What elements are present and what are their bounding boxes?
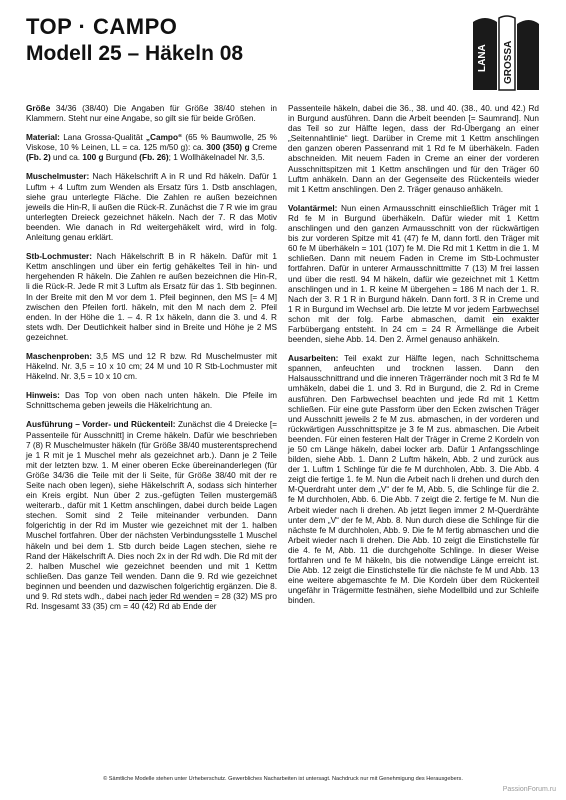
lana-grossa-logo [471,14,541,92]
section-passenteile [288,104,539,195]
section-groesse [26,104,277,124]
page-subtitle: Modell 25 – Häkeln 08 [26,42,244,65]
left-column [26,104,277,621]
text-ausfuehrung-underlined: nach jeder Rd wenden [129,592,212,602]
right-column [288,104,539,616]
heading-maschenproben: Maschenproben: [26,351,93,361]
text-material-4: und ca. [50,153,83,163]
heading-ausfuehrung: Ausführung – Vorder- und Rückenteil: [26,420,176,430]
text-muschelmuster: Nach Häkelschrift A in R und Rd häkeln. Dafür 1 Luftm + 4 Luftm zum Wenden als Ersatz fürs 1. Dstb anschlagen, siehe grau unterlegte Fläche. Die Zahlen re außen bezeichnen jeweils die Hin-R, li außen die Rück-R. Zunächst die 7 R wie im grau unterlegten Dreieck gezeichnet häkeln. Nach der 7. R das Motiv beenden. Wie danach in Rd weitergehäkelt wird, wird in folg. Anleitung genau erklärt. [26,172,277,243]
heading-groesse: Größe [26,104,51,113]
text-material-2: (65 % Baumwolle, 25 % Viskose, 10 % Leinen, LL = ca. 125 m/50 g): ca. [26,133,277,153]
text-hinweis: Das Top von oben nach unten häkeln. Die Pfeile im Schnittschema geben jeweils die Häkelrichtung an. [26,391,277,411]
color-creme: (Fb. 2) [26,153,51,163]
text-passenteile: Passenteile häkeln, dabei die 36., 38. und 40. (38., 40. und 42.) Rd in Burgund ausführen. Dann die Arbeit beenden [= Saumrand]. Nun das Teil so zur Hälfte legen, dass der Rd-Übergang an einer „Seitennahtlinie“ liegt. Darüber in Creme mit 1 Kettm anschlingen den ganzen oberen Passenrand mit 1 Rd fe M überhäkeln. Faden abschneiden. Mit neuem Faden in Creme an einer der vorderen Ausschnittspitzen mit 1 Kettm anschlingen und für den Träger 60 Luftm anhäkeln. Dann an der Gegenseite des Rückenteils wieder mit 1 Kettm anschlingen. Den 2. Träger genauso anhäkeln. [288,104,539,194]
text-ausarbeiten: Teil exakt zur Hälfte legen, nach Schnittschema spannen, anfeuchten und trocknen lassen. Dann den Halsausschnittrand und die inneren Trägerränder noch mit 3 Rd fe M umhäkeln, dabei die 1. und 3. Rd in Burgund, die 2. Rd in Creme ausführen. Den Farbwechsel beachten und jede Rd mit 1 Kettm schließen. Für eine gute Passform über den Ecken zwischen Träger und Ausschnitt jeweils 2 fe M zus. abmaschen, in der vorderen und rückwärtigen Ausschnittspitze je 3 fe M zus. abmaschen. Die Arbeit beenden. Für einen festeren Halt der Träger in Creme 2 Kordeln von je 50 cm Länge häkeln, dabei locker arb. Dafür 1 Anfangsschlinge bilden, siehe Abb. 1. Dann 2 Luftm häkeln, Abb. 2 und zurück aus der 1. Luftm 1 Schlinge für die fe M durchholen, Abb. 3. Die Abb. 4 zeigt die fertige 1. fe M. Nun die Arbeit nach li drehen und durch den M-Querdraht unter dem „V“ der fe M, Abb. 5, die Schlinge für die 2. fe M durchholen, Abb. 6. Die Abb. 7 zeigt die 2. fertige fe M. Nun die Arbeit wieder nach li drehen. Ab jetzt liegen immer 2 M-Querdrähte unter dem „V“ der fe M, Abb. 8. Nun durch diese die Schlinge für die nächste fe M durchholen, Abb. 9. Die fe M fertig abmaschen und die Arbeit wieder nach li drehen. Die Abb. 10 zeigt die Einstichstelle für die 4. fe M, Abb. 11 die durchgeholte Schlinge. In dieser Weise fortfahren und fe M häkeln, bis die notwendige Länge erreicht ist. Die Abb. 12 zeigt die Einstichstelle für die nächste fe M und Abb. 13 eine weitere abgemaschte fe M. Die Kordeln über dem Rückenteil ungefähr in Trägermitte festnähen, siehe Modellbild und zur Schleife binden. [288,354,539,606]
heading-material: Material: [26,133,60,143]
page-title: TOP · CAMPO [26,14,178,39]
heading-muschelmuster: Muschelmuster: [26,172,90,182]
text-groesse: 34/36 (38/40) Die Angaben für Größe 38/40 stehen in Klammern. Steht nur eine Angabe, so gilt sie für beide Größen. [26,104,277,124]
heading-hinweis: Hinweis: [26,391,60,401]
text-volantaermel-2: schon mit der folg. Farbe abmaschen, damit ein exakter Farbübergang entsteht. In 24 cm = 24 R Ärmellänge die Arbeit beenden, siehe Abb. 14. Den 2. Ärmel genauso anhäkeln. [288,314,539,345]
text-ausfuehrung-1: Zunächst die 4 Dreiecke [= Passenteile für Ausschnitt] in Creme häkeln. Dafür wie beschrieben 7 (8) R Muschelmuster häkeln (für Größe 38/40 musterentsprechend je 1 R mit je 1 Muschel mehr als gezeichnet arb.). Dann je 2 Teile mit der letzten bzw. 1. M einer oberen Ecke übereinanderlegen (für Größe 34/36 die Teile mit der li Seite, für Größe 38/40 mit der re Seite nach oben legen), siehe Häkelschrift A, sodass sich hinterher ein Kreis ergibt. Nun über 2 zus.-gefügten Teilen mustergemäß weiterarb., dafür mit 1 Kettm anschlingen, dabei durch beide Lagen stechen. Somit sind 2 Teile miteinander verbunden. Dann folgerichtig in der Rd im Muster wie gezeichnet mit der 1. halben Muschel fortfahren. Über der nächsten Verbindungsstelle 1 Muschel häkeln und bei dem 1. Stb durch beide Lagen stechen, siehe re Rand der Häkelschrift A. Dies noch 2x in der Rd wdh. Die Rd mit der 2. halben Muschel wie gezeichnet beenden und mit 1 Kettm schließen. Das ganze Teil wenden. Dann die 9. Rd wie gezeichnet beginnen und beenden und dazwischen folgerichtig ergänzen. Die 8. und 9. Rd stets wdh., dabei [26,420,278,602]
logo-text-grossa: GROSSA [503,40,514,84]
text-material-1: Lana Grossa-Qualität [59,133,146,143]
section-hinweis [26,391,277,411]
section-ausarbeiten [288,354,539,606]
text-maschenproben: 3,5 MS und 12 R bzw. Rd Muschelmuster mit Häkelnd. Nr. 3,5 = 10 x 10 cm; 24 M und 10 R Stb-Lochmuster mit Häkelnd. Nr. 3,5 = 10 x 10 cm. [26,351,277,382]
heading-stb-lochmuster: Stb-Lochmuster: [26,252,92,262]
text-material-6: ; 1 Wollhäkelnadel Nr. 3,5. [168,153,265,163]
logo-text-lana: LANA [477,44,488,72]
amount-burgund: 100 g [82,153,104,163]
text-volantaermel-1: Nun einen Armausschnitt einschließlich Träger mit 1 Rd fe M in Burgund überhäkeln. Dafür wieder mit 1 Kettm anschlingen und den ganzen Armausschnitt von der rückwärtigen bis zur vorderen Spitze mit 41 (47) fe M, dann fortl. den Träger mit 60 fe M überhäkeln = 101 (107) fe M. Die Rd mit 1 Kettm in die 1. M schließen. Dann mit neuem Faden in Creme im Stb-Lochmuster fortfahren. Dafür in unterer Armausschnittmitte 7 (13) M frei lassen und über die restl. 94 M häkeln, dafür wie gezeichnet mit 1 Kettm anschlingen und in 1. R keine M übergehen = 186 M nach der 1. R. Nach der 3. R 1 R in Burgund häkeln. Dann fortl. 3 R in Creme und 1 R in Burgund im Wechsel arb. Die letzte M vor jedem [288,203,539,314]
yarn-name: „Campo“ [145,133,183,143]
section-volantaermel [288,204,539,345]
heading-ausarbeiten: Ausarbeiten: [288,354,339,364]
section-stb-lochmuster [26,252,277,343]
section-ausfuehrung [26,420,277,612]
color-burgund: (Fb. 26) [139,153,169,163]
watermark: PassionForum.ru [502,786,556,793]
text-material-5: Burgund [103,153,140,163]
amount-creme: 300 (350) g [206,143,250,153]
copyright-footer: © Sämtliche Modelle stehen unter Urheberschutz. Gewerbliches Nacharbeiten ist untersagt. Nachdruck nur mit Genehmigung des Herausgebers. [103,776,463,782]
text-volantaermel-underlined: Farbwechsel [492,304,539,314]
heading-volantaermel: Volantärmel: [288,203,338,213]
text-material-3: Creme [249,143,277,153]
text-stb-lochmuster: Nach Häkelschrift B in R häkeln. Dafür mit 1 Kettm anschlingen und über ein fertig gehäkeltes Teil in hin- und hergehenden R häkeln. Die Zahlen re außen bezeichnen die Hin-R, li die Rück-R. Jede R mit 3 Luftm als Ersatz für das 1. Stb beginnen. In der Breite mit den M vor dem 1. Pfeil beginnen, den MS [= 4 M] zwischen den Pfeilen fortl. häkeln, mit den M nach dem 2. Pfeil enden. In der Höhe die 1. – 4. R 1x häkeln, dann die 3. und 4. R stets wdh. Der Deutlichkeit halber sind in Breite und Höhe je 2 MS gezeichnet. [26,252,277,342]
section-muschelmuster [26,172,277,243]
section-maschenproben [26,352,277,382]
section-material [26,133,277,163]
text-ausfuehrung-2: = 28 (32) MS pro Rd. Insgesamt 33 (35) cm = 40 (42) Rd ab Ende der [26,592,277,612]
